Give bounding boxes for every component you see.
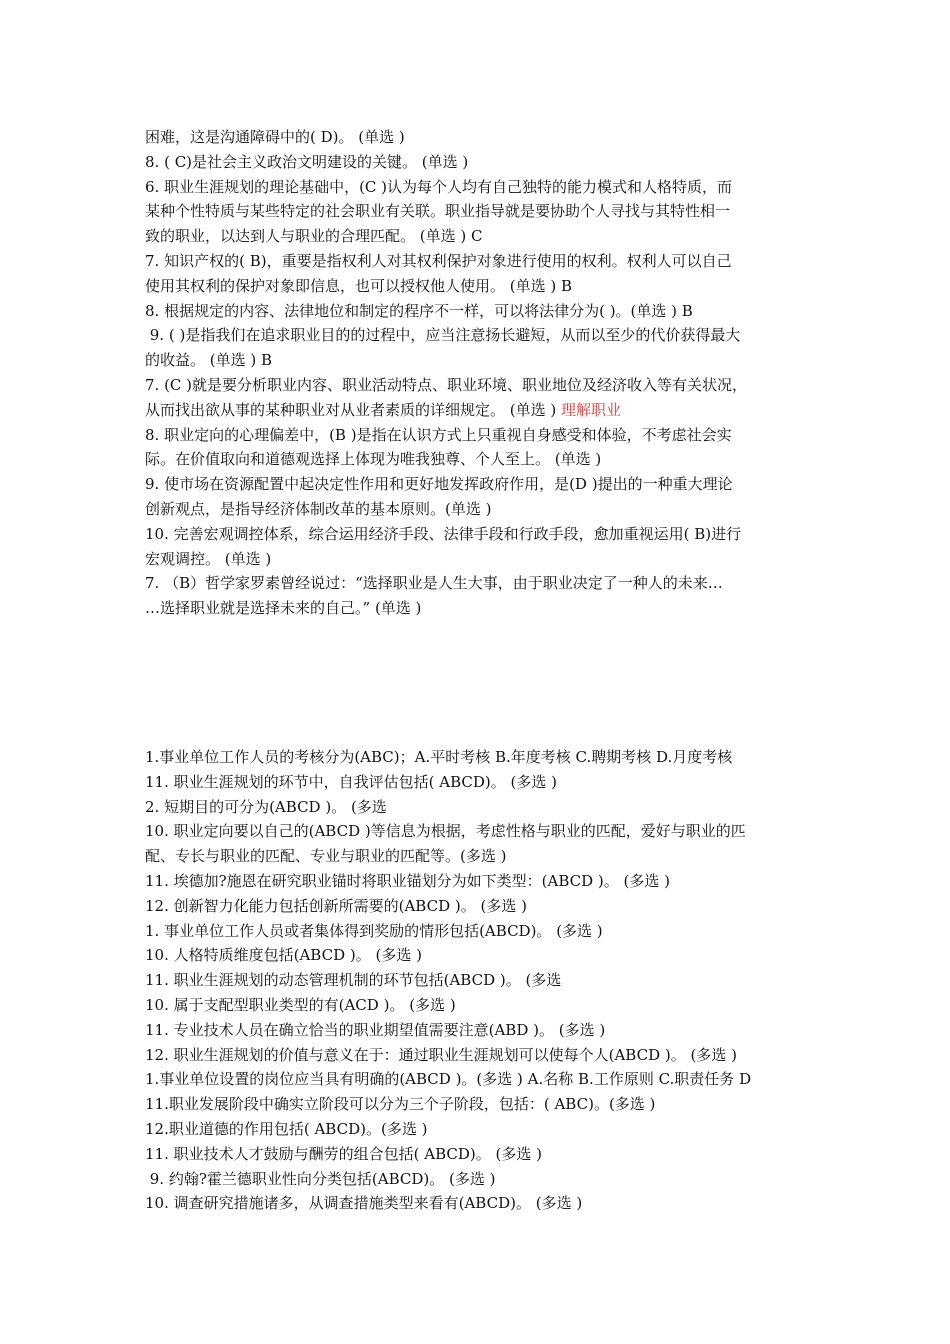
text-line: 11. 埃德加?施恩在研究职业锚时将职业锚划分为如下类型：(ABCD )。 (多选 ) (145, 871, 671, 890)
text-line: 困难，这是沟通障碍中的( D)。 (单选 ) (145, 128, 405, 146)
text-line: 11.职业发展阶段中确实立阶段可以分为三个子阶段，包括：( ABC)。(多选 ) (145, 1095, 656, 1114)
text-line: 11. 职业生涯规划的动态管理机制的环节包括(ABCD )。 (多选 (145, 971, 562, 990)
text-line: 9. 约翰?霍兰德职业性向分类包括(ABCD)。 (多选 ) (145, 1169, 496, 1188)
text-line: 11. 职业技术人才鼓励与酬劳的组合包括( ABCD)。 (多选 ) (145, 1144, 542, 1163)
text-line: 8. 根据规定的内容、法律地位和制定的程序不一样，可以将法律分为( )。(单选 ) B (145, 301, 693, 320)
text-line: 12.职业道德的作用包括( ABCD)。(多选 ) (145, 1119, 428, 1138)
text-line: 10. 属于支配型职业类型的有(ACD )。 (多选 ) (145, 995, 456, 1014)
text-line: 8. ( C)是社会主义政治文明建设的关键。 (单选 ) (145, 152, 469, 171)
text-line: 10. 职业定向要以自己的(ABCD )等信息为根据，考虑性格与职业的匹配，爱好与职业的匹 (145, 822, 746, 841)
red-annotation: 理解职业 (561, 400, 622, 419)
text-line: 12. 创新智力化能力包括创新所需要的(ABCD )。 (多选 ) (145, 896, 527, 915)
single-choice-section (145, 125, 817, 621)
text-line: 7. (C )就是要分析职业内容、职业活动特点、职业环境、职业地位及经济收入等有关状况， (145, 375, 748, 394)
text-line: 11. 专业技术人员在确立恰当的职业期望值需要注意(ABD )。 (多选 ) (145, 1020, 606, 1039)
text-line: 10. 调查研究措施诸多，从调查措施类型来看有(ABCD)。 (多选 ) (145, 1194, 583, 1213)
text-line: 12. 职业生涯规划的价值与意义在于：通过职业生涯规划可以使每个人(ABCD )。 (多选 ) (145, 1045, 737, 1064)
text-line: 致的职业，以达到人与职业的合理匹配。 (单选 ) C (145, 227, 483, 246)
text-line: 创新观点，是指导经济体制改革的基本原则。(单选 ) (145, 499, 492, 518)
text-line: 某种个性特质与某些特定的社会职业有关联。职业指导就是要协助个人寻找与其特性相一 (145, 202, 731, 221)
text-line: 配、专长与职业的匹配、专业与职业的匹配等。(多选 ) (145, 847, 507, 866)
text-line: 2. 短期目的可分为(ABCD )。 (多选 (145, 797, 387, 816)
text-line: 际。在价值取向和道德观选择上体现为唯我独尊、个人至上。 (单选 ) (145, 450, 602, 469)
text-line: 11. 职业生涯规划的环节中，自我评估包括( ABCD)。 (多选 ) (145, 772, 557, 791)
text-line: 9. ( )是指我们在追求职业目的的过程中，应当注意扬长避短，从而以至少的代价获得最大 (145, 326, 741, 345)
text-line: 10. 完善宏观调控体系，综合运用经济手段、法律手段和行政手段，愈加重视运用( B)进行 (145, 524, 742, 543)
text-line: 1.事业单位设置的岗位应当具有明确的(ABCD )。(多选 ) A.名称 B.工作原则 C.职责任务 D (145, 1070, 752, 1089)
text-line: 9. 使市场在资源配置中起决定性作用和更好地发挥政府作用，是(D )提出的一种重大理论 (145, 475, 733, 494)
multiple-choice-section (145, 745, 817, 1216)
text-line: 使用其权利的保护对象即信息，也可以授权他人使用。 (单选 ) B (145, 276, 573, 295)
text-line: 宏观调控。 (单选 ) (145, 549, 272, 568)
text-line: …选择职业就是选择未来的自己。” (单选 ) (145, 599, 422, 618)
text-line: 7. （B）哲学家罗素曾经说过：“选择职业是人生大事，由于职业决定了一种人的未来… (145, 574, 723, 593)
text-line: 的收益。 (单选 ) B (145, 351, 273, 370)
text-line: 6. 职业生涯规划的理论基础中，(C )认为每个人均有自己独特的能力模式和人格特质，而 (145, 177, 733, 196)
text-line: 10. 人格特质维度包括(ABCD )。 (多选 ) (145, 946, 422, 965)
text-line: 7. 知识产权的( B)，重要是指权利人对其权利保护对象进行使用的权利。权利人可以自己 (145, 251, 732, 270)
text-line: 1. 事业单位工作人员或者集体得到奖励的情形包括(ABCD)。 (多选 ) (145, 921, 603, 940)
text-line: 1.事业单位工作人员的考核分为(ABC)；A.平时考核 B.年度考核 C.聘期考核 D.月度考核 (145, 748, 733, 766)
text-line: 8. 职业定向的心理偏差中，(B )是指在认识方式上只重视自身感受和体验，不考虑社会实 (145, 425, 732, 444)
text-line: 从而找出欲从事的某种职业对从业者素质的详细规定。 (单选 ) 理解职业 (145, 400, 622, 419)
